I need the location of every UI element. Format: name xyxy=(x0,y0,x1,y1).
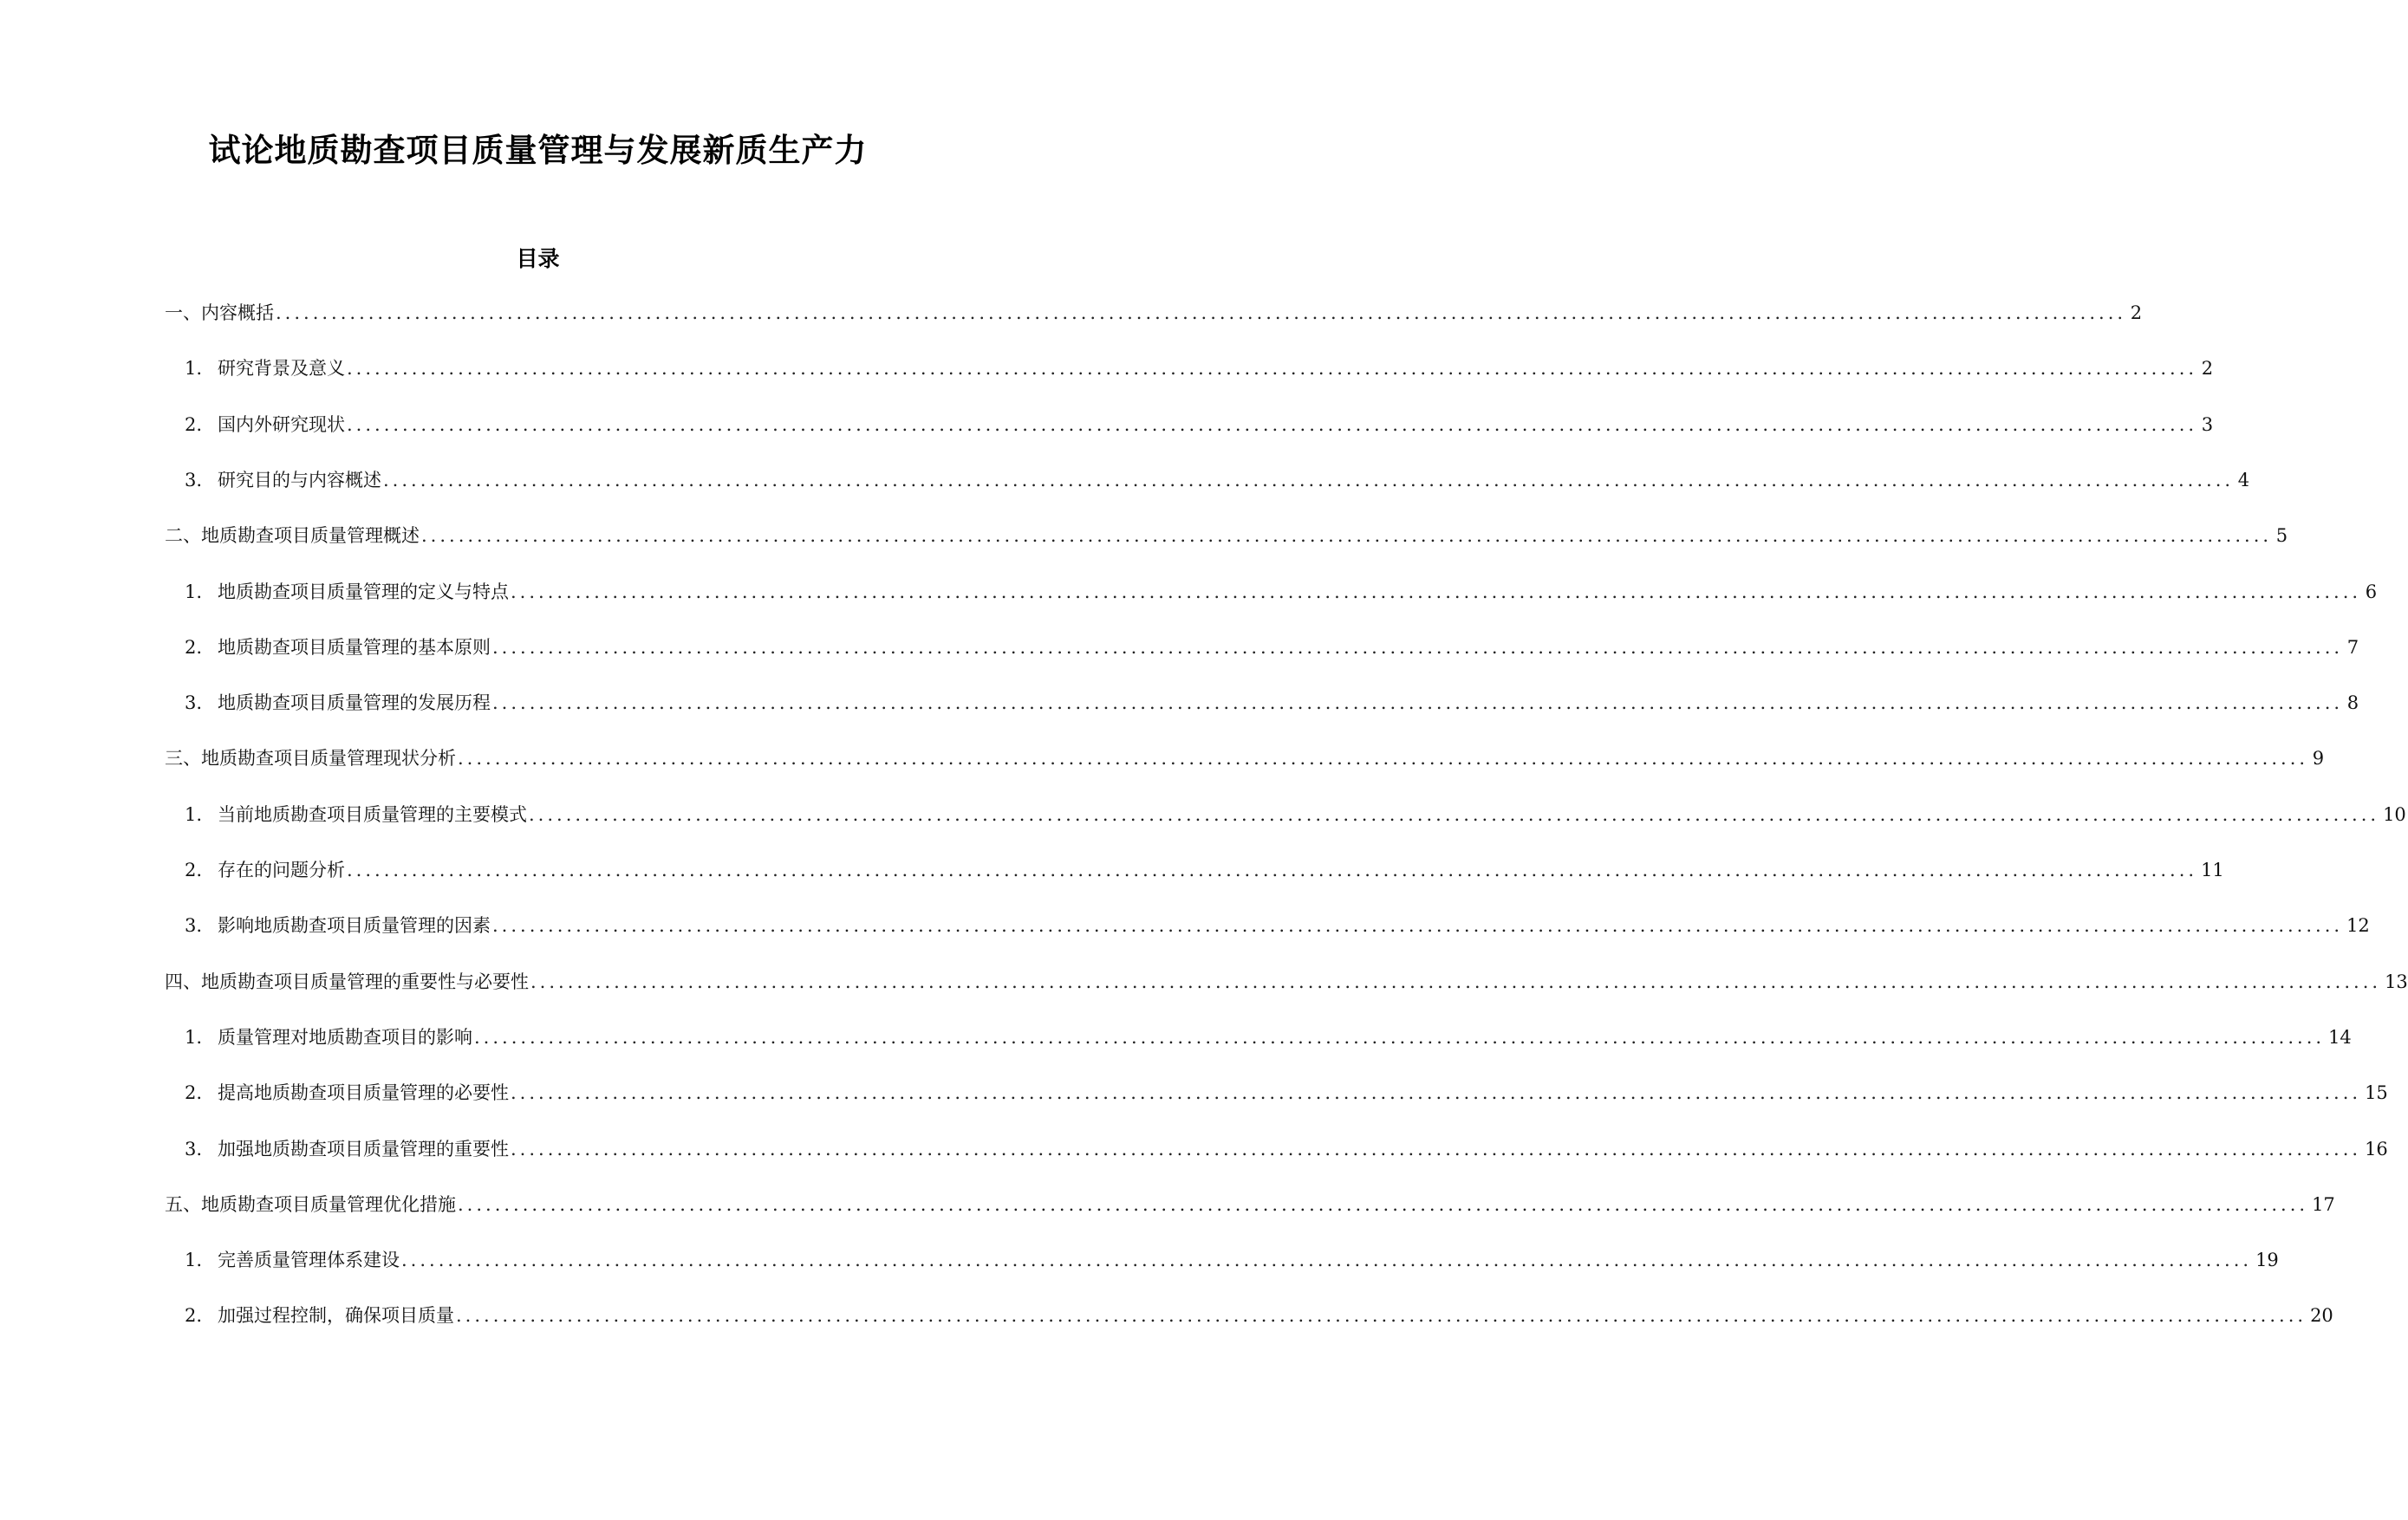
toc-entry-number: 1. xyxy=(185,581,203,602)
toc-subsection-entry[interactable] xyxy=(185,1301,2333,1330)
toc-entry-title: 二、地质勘查项目质量管理概述 xyxy=(165,525,420,546)
toc-subsection-entry[interactable] xyxy=(185,688,2359,718)
toc-dot-leader: ........................................................................................................................................................................................................ xyxy=(511,581,2362,602)
toc-entry-number: 2. xyxy=(185,414,203,435)
toc-page-number: 8 xyxy=(2346,692,2359,713)
toc-subsection-entry[interactable] xyxy=(185,633,2359,662)
toc-subsection-entry[interactable] xyxy=(185,1134,2388,1164)
toc-page-number: 17 xyxy=(2312,1194,2335,1215)
toc-dot-leader: ........................................................................................................................................................................................................ xyxy=(492,915,2344,936)
toc-dot-leader: ........................................................................................................................................................................................................ xyxy=(474,1027,2326,1048)
toc-page-number: 14 xyxy=(2328,1027,2352,1048)
toc-dot-leader: ........................................................................................................................................................................................................ xyxy=(383,470,2235,490)
toc-dot-leader: ........................................................................................................................................................................................................ xyxy=(511,1082,2362,1103)
toc-dot-leader: ........................................................................................................................................................................................................ xyxy=(492,637,2344,658)
toc-dot-leader: ........................................................................................................................................................................................................ xyxy=(458,1194,2309,1215)
toc-entry-title: 一、内容概括 xyxy=(165,302,274,323)
toc-entry-title: 提高地质勘查项目质量管理的必要性 xyxy=(218,1082,509,1103)
toc-dot-leader: ........................................................................................................................................................................................................ xyxy=(492,692,2344,713)
toc-dot-leader: ........................................................................................................................................................................................................ xyxy=(347,860,2198,880)
toc-page-number: 6 xyxy=(2365,581,2378,602)
toc-page-number: 20 xyxy=(2310,1305,2333,1326)
toc-subsection-entry[interactable] xyxy=(185,1245,2279,1275)
document-title: 试论地质勘查项目质量管理与发展新质生产力 xyxy=(208,132,868,169)
toc-entry-title: 三、地质勘查项目质量管理现状分析 xyxy=(165,748,456,769)
toc-page-number: 7 xyxy=(2346,637,2359,658)
toc-section-entry[interactable] xyxy=(165,298,2143,328)
toc-entry-title: 研究背景及意义 xyxy=(218,358,345,379)
toc-dot-leader: ........................................................................................................................................................................................................ xyxy=(347,414,2198,435)
toc-page-number: 2 xyxy=(2130,302,2143,323)
toc-entry-title: 国内外研究现状 xyxy=(218,414,345,435)
toc-section-entry[interactable] xyxy=(165,744,2325,773)
toc-entry-number: 3. xyxy=(185,915,203,936)
toc-subsection-entry[interactable] xyxy=(185,1023,2352,1052)
toc-entry-number: 2. xyxy=(185,1082,203,1103)
toc-subsection-entry[interactable] xyxy=(185,855,2224,885)
toc-dot-leader: ........................................................................................................................................................................................................ xyxy=(347,358,2198,379)
toc-dot-leader: ........................................................................................................................................................................................................ xyxy=(511,1139,2362,1159)
toc-entry-number: 2. xyxy=(185,637,203,658)
toc-entry-number: 1. xyxy=(185,358,203,379)
toc-dot-leader: ........................................................................................................................................................................................................ xyxy=(456,1305,2307,1326)
toc-entry-number: 3. xyxy=(185,1139,203,1159)
toc-subsection-entry[interactable] xyxy=(185,465,2250,495)
toc-entry-title: 五、地质勘查项目质量管理优化措施 xyxy=(165,1194,456,1215)
toc-entry-number: 3. xyxy=(185,692,203,713)
toc-page-number: 16 xyxy=(2365,1139,2388,1159)
toc-entry-title: 质量管理对地质勘查项目的影响 xyxy=(218,1027,472,1048)
toc-entry-number: 2. xyxy=(185,860,203,880)
toc-entry-title: 影响地质勘查项目质量管理的因素 xyxy=(218,915,491,936)
toc-entry-number: 1. xyxy=(185,1250,203,1270)
toc-subsection-entry[interactable] xyxy=(185,1078,2388,1108)
toc-dot-leader: ........................................................................................................................................................................................................ xyxy=(276,302,2127,323)
toc-entry-number: 1. xyxy=(185,1027,203,1048)
toc-entry-number: 1. xyxy=(185,804,203,825)
toc-page-number: 11 xyxy=(2201,860,2224,880)
toc-entry-number: 2. xyxy=(185,1305,203,1326)
toc-subsection-entry[interactable] xyxy=(185,911,2370,940)
toc-subsection-entry[interactable] xyxy=(185,410,2214,439)
toc-subsection-entry[interactable] xyxy=(185,354,2214,383)
toc-entry-number: 3. xyxy=(185,470,203,490)
toc-dot-leader: ........................................................................................................................................................................................................ xyxy=(421,525,2273,546)
toc-dot-leader: ........................................................................................................................................................................................................ xyxy=(530,971,2382,992)
toc-entry-title: 存在的问题分析 xyxy=(218,860,345,880)
toc-entry-title: 地质勘查项目质量管理的发展历程 xyxy=(218,692,491,713)
toc-dot-leader: ........................................................................................................................................................................................................ xyxy=(529,804,2380,825)
toc-subsection-entry[interactable] xyxy=(185,800,2406,829)
toc-entry-title: 地质勘查项目质量管理的定义与特点 xyxy=(218,581,509,602)
toc-page-number: 5 xyxy=(2275,525,2288,546)
toc-entry-title: 加强过程控制，确保项目质量 xyxy=(218,1305,454,1326)
toc-entry-title: 完善质量管理体系建设 xyxy=(218,1250,400,1270)
toc-page-number: 4 xyxy=(2237,470,2250,490)
toc-page-number: 12 xyxy=(2346,915,2370,936)
toc-entry-title: 地质勘查项目质量管理的基本原则 xyxy=(218,637,491,658)
toc-section-entry[interactable] xyxy=(165,1190,2335,1219)
toc-subsection-entry[interactable] xyxy=(185,577,2378,607)
toc-page-number: 19 xyxy=(2255,1250,2279,1270)
toc-page-number: 9 xyxy=(2312,748,2325,769)
toc-entry-title: 研究目的与内容概述 xyxy=(218,470,381,490)
toc-entry-title: 加强地质勘查项目质量管理的重要性 xyxy=(218,1139,509,1159)
toc-dot-leader: ........................................................................................................................................................................................................ xyxy=(458,748,2309,769)
toc-page-number: 3 xyxy=(2201,414,2214,435)
toc-page-number: 2 xyxy=(2201,358,2214,379)
toc-page-number: 15 xyxy=(2365,1082,2388,1103)
toc-section-entry[interactable] xyxy=(165,521,2288,550)
toc-page-number: 13 xyxy=(2385,971,2408,992)
toc-dot-leader: ........................................................................................................................................................................................................ xyxy=(401,1250,2253,1270)
toc-page-number: 10 xyxy=(2383,804,2406,825)
toc-heading: 目录 xyxy=(516,246,560,271)
toc-entry-title: 当前地质勘查项目质量管理的主要模式 xyxy=(218,804,527,825)
toc-section-entry[interactable] xyxy=(165,967,2408,997)
toc-entry-title: 四、地质勘查项目质量管理的重要性与必要性 xyxy=(165,971,529,992)
